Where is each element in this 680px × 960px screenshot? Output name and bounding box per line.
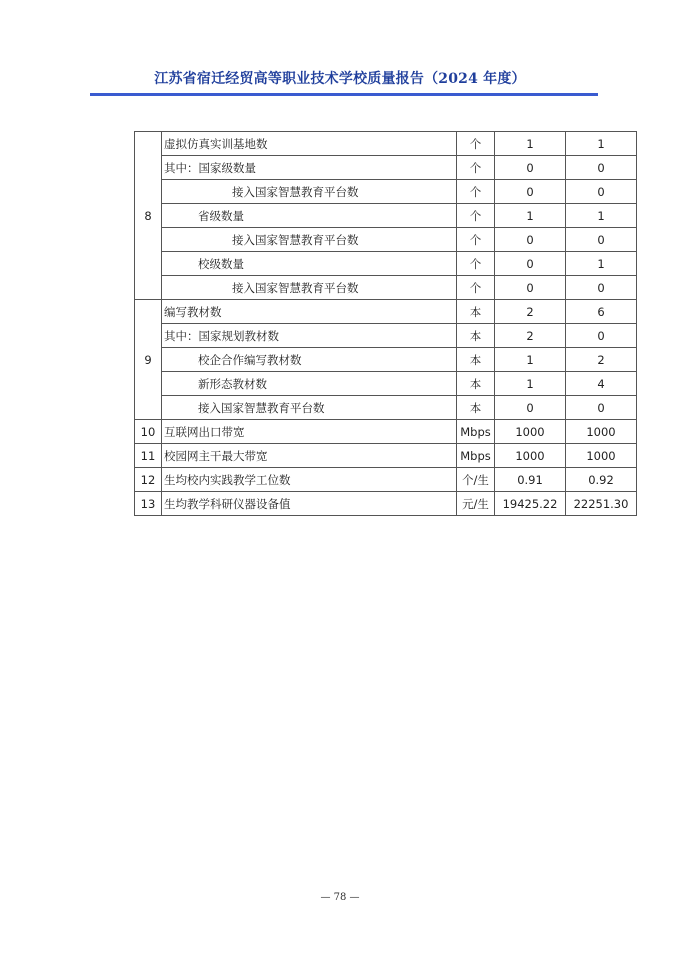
value-cell: 0 bbox=[566, 324, 637, 348]
table-row bbox=[135, 276, 637, 300]
row-seq-cell: 13 bbox=[135, 492, 162, 516]
table-row bbox=[135, 492, 637, 516]
item-name-cell: 接入国家智慧教育平台数 bbox=[162, 228, 457, 252]
unit-cell: 个 bbox=[457, 132, 495, 156]
data-table-body bbox=[135, 132, 637, 516]
item-name-cell: 接入国家智慧教育平台数 bbox=[162, 396, 457, 420]
header-divider bbox=[90, 93, 598, 96]
unit-cell: 个 bbox=[457, 252, 495, 276]
value-cell: 0 bbox=[566, 228, 637, 252]
unit-cell: 本 bbox=[457, 324, 495, 348]
value-cell: 19425.22 bbox=[495, 492, 566, 516]
value-cell: 0 bbox=[495, 180, 566, 204]
value-cell: 22251.30 bbox=[566, 492, 637, 516]
unit-cell: Mbps bbox=[457, 444, 495, 468]
item-name-cell: 其中：国家级数量 bbox=[162, 156, 457, 180]
item-name-cell: 生均教学科研仪器设备值 bbox=[162, 492, 457, 516]
item-name-cell: 校园网主干最大带宽 bbox=[162, 444, 457, 468]
item-name-cell: 校企合作编写教材数 bbox=[162, 348, 457, 372]
unit-cell: 本 bbox=[457, 300, 495, 324]
value-cell: 2 bbox=[495, 324, 566, 348]
value-cell: 0 bbox=[495, 276, 566, 300]
value-cell: 0 bbox=[495, 156, 566, 180]
table-row bbox=[135, 252, 637, 276]
value-cell: 1 bbox=[495, 372, 566, 396]
item-name-cell: 生均校内实践教学工位数 bbox=[162, 468, 457, 492]
row-seq-cell: 9 bbox=[135, 300, 162, 420]
row-seq-cell: 11 bbox=[135, 444, 162, 468]
value-cell: 0 bbox=[495, 228, 566, 252]
unit-cell: 本 bbox=[457, 348, 495, 372]
unit-cell: 个 bbox=[457, 276, 495, 300]
unit-cell: 个 bbox=[457, 180, 495, 204]
value-cell: 0 bbox=[566, 276, 637, 300]
value-cell: 1 bbox=[566, 132, 637, 156]
value-cell: 1 bbox=[566, 252, 637, 276]
value-cell: 0.92 bbox=[566, 468, 637, 492]
value-cell: 0 bbox=[495, 396, 566, 420]
value-cell: 0 bbox=[495, 252, 566, 276]
item-name-cell: 接入国家智慧教育平台数 bbox=[162, 276, 457, 300]
unit-cell: 个 bbox=[457, 156, 495, 180]
value-cell: 6 bbox=[566, 300, 637, 324]
table-row bbox=[135, 468, 637, 492]
value-cell: 4 bbox=[566, 372, 637, 396]
value-cell: 0 bbox=[566, 396, 637, 420]
table-row bbox=[135, 420, 637, 444]
value-cell: 1000 bbox=[566, 420, 637, 444]
value-cell: 1000 bbox=[495, 444, 566, 468]
item-name-cell: 编写教材数 bbox=[162, 300, 457, 324]
unit-cell: 个 bbox=[457, 204, 495, 228]
value-cell: 1 bbox=[495, 204, 566, 228]
unit-cell: Mbps bbox=[457, 420, 495, 444]
value-cell: 1 bbox=[495, 132, 566, 156]
table-row bbox=[135, 132, 637, 156]
value-cell: 0.91 bbox=[495, 468, 566, 492]
row-seq-cell: 10 bbox=[135, 420, 162, 444]
value-cell: 1000 bbox=[495, 420, 566, 444]
unit-cell: 本 bbox=[457, 396, 495, 420]
item-name-cell: 省级数量 bbox=[162, 204, 457, 228]
value-cell: 1000 bbox=[566, 444, 637, 468]
unit-cell: 本 bbox=[457, 372, 495, 396]
value-cell: 0 bbox=[566, 156, 637, 180]
table-row bbox=[135, 204, 637, 228]
unit-cell: 个/生 bbox=[457, 468, 495, 492]
value-cell: 2 bbox=[495, 300, 566, 324]
page-number: — 78 — bbox=[320, 892, 360, 903]
table-row bbox=[135, 156, 637, 180]
item-name-cell: 新形态教材数 bbox=[162, 372, 457, 396]
value-cell: 0 bbox=[566, 180, 637, 204]
row-seq-cell: 8 bbox=[135, 132, 162, 300]
item-name-cell: 互联网出口带宽 bbox=[162, 420, 457, 444]
unit-cell: 个 bbox=[457, 228, 495, 252]
value-cell: 1 bbox=[495, 348, 566, 372]
table-row bbox=[135, 300, 637, 324]
table-row bbox=[135, 228, 637, 252]
table-row bbox=[135, 444, 637, 468]
row-seq-cell: 12 bbox=[135, 468, 162, 492]
page-header-title: 江苏省宿迁经贸高等职业技术学校质量报告（2024 年度） bbox=[154, 71, 526, 87]
table-row bbox=[135, 348, 637, 372]
table-row bbox=[135, 396, 637, 420]
value-cell: 1 bbox=[566, 204, 637, 228]
item-name-cell: 虚拟仿真实训基地数 bbox=[162, 132, 457, 156]
item-name-cell: 校级数量 bbox=[162, 252, 457, 276]
table-row bbox=[135, 372, 637, 396]
table-row bbox=[135, 180, 637, 204]
table-row bbox=[135, 324, 637, 348]
data-table bbox=[134, 131, 637, 516]
item-name-cell: 其中：国家规划教材数 bbox=[162, 324, 457, 348]
item-name-cell: 接入国家智慧教育平台数 bbox=[162, 180, 457, 204]
value-cell: 2 bbox=[566, 348, 637, 372]
unit-cell: 元/生 bbox=[457, 492, 495, 516]
